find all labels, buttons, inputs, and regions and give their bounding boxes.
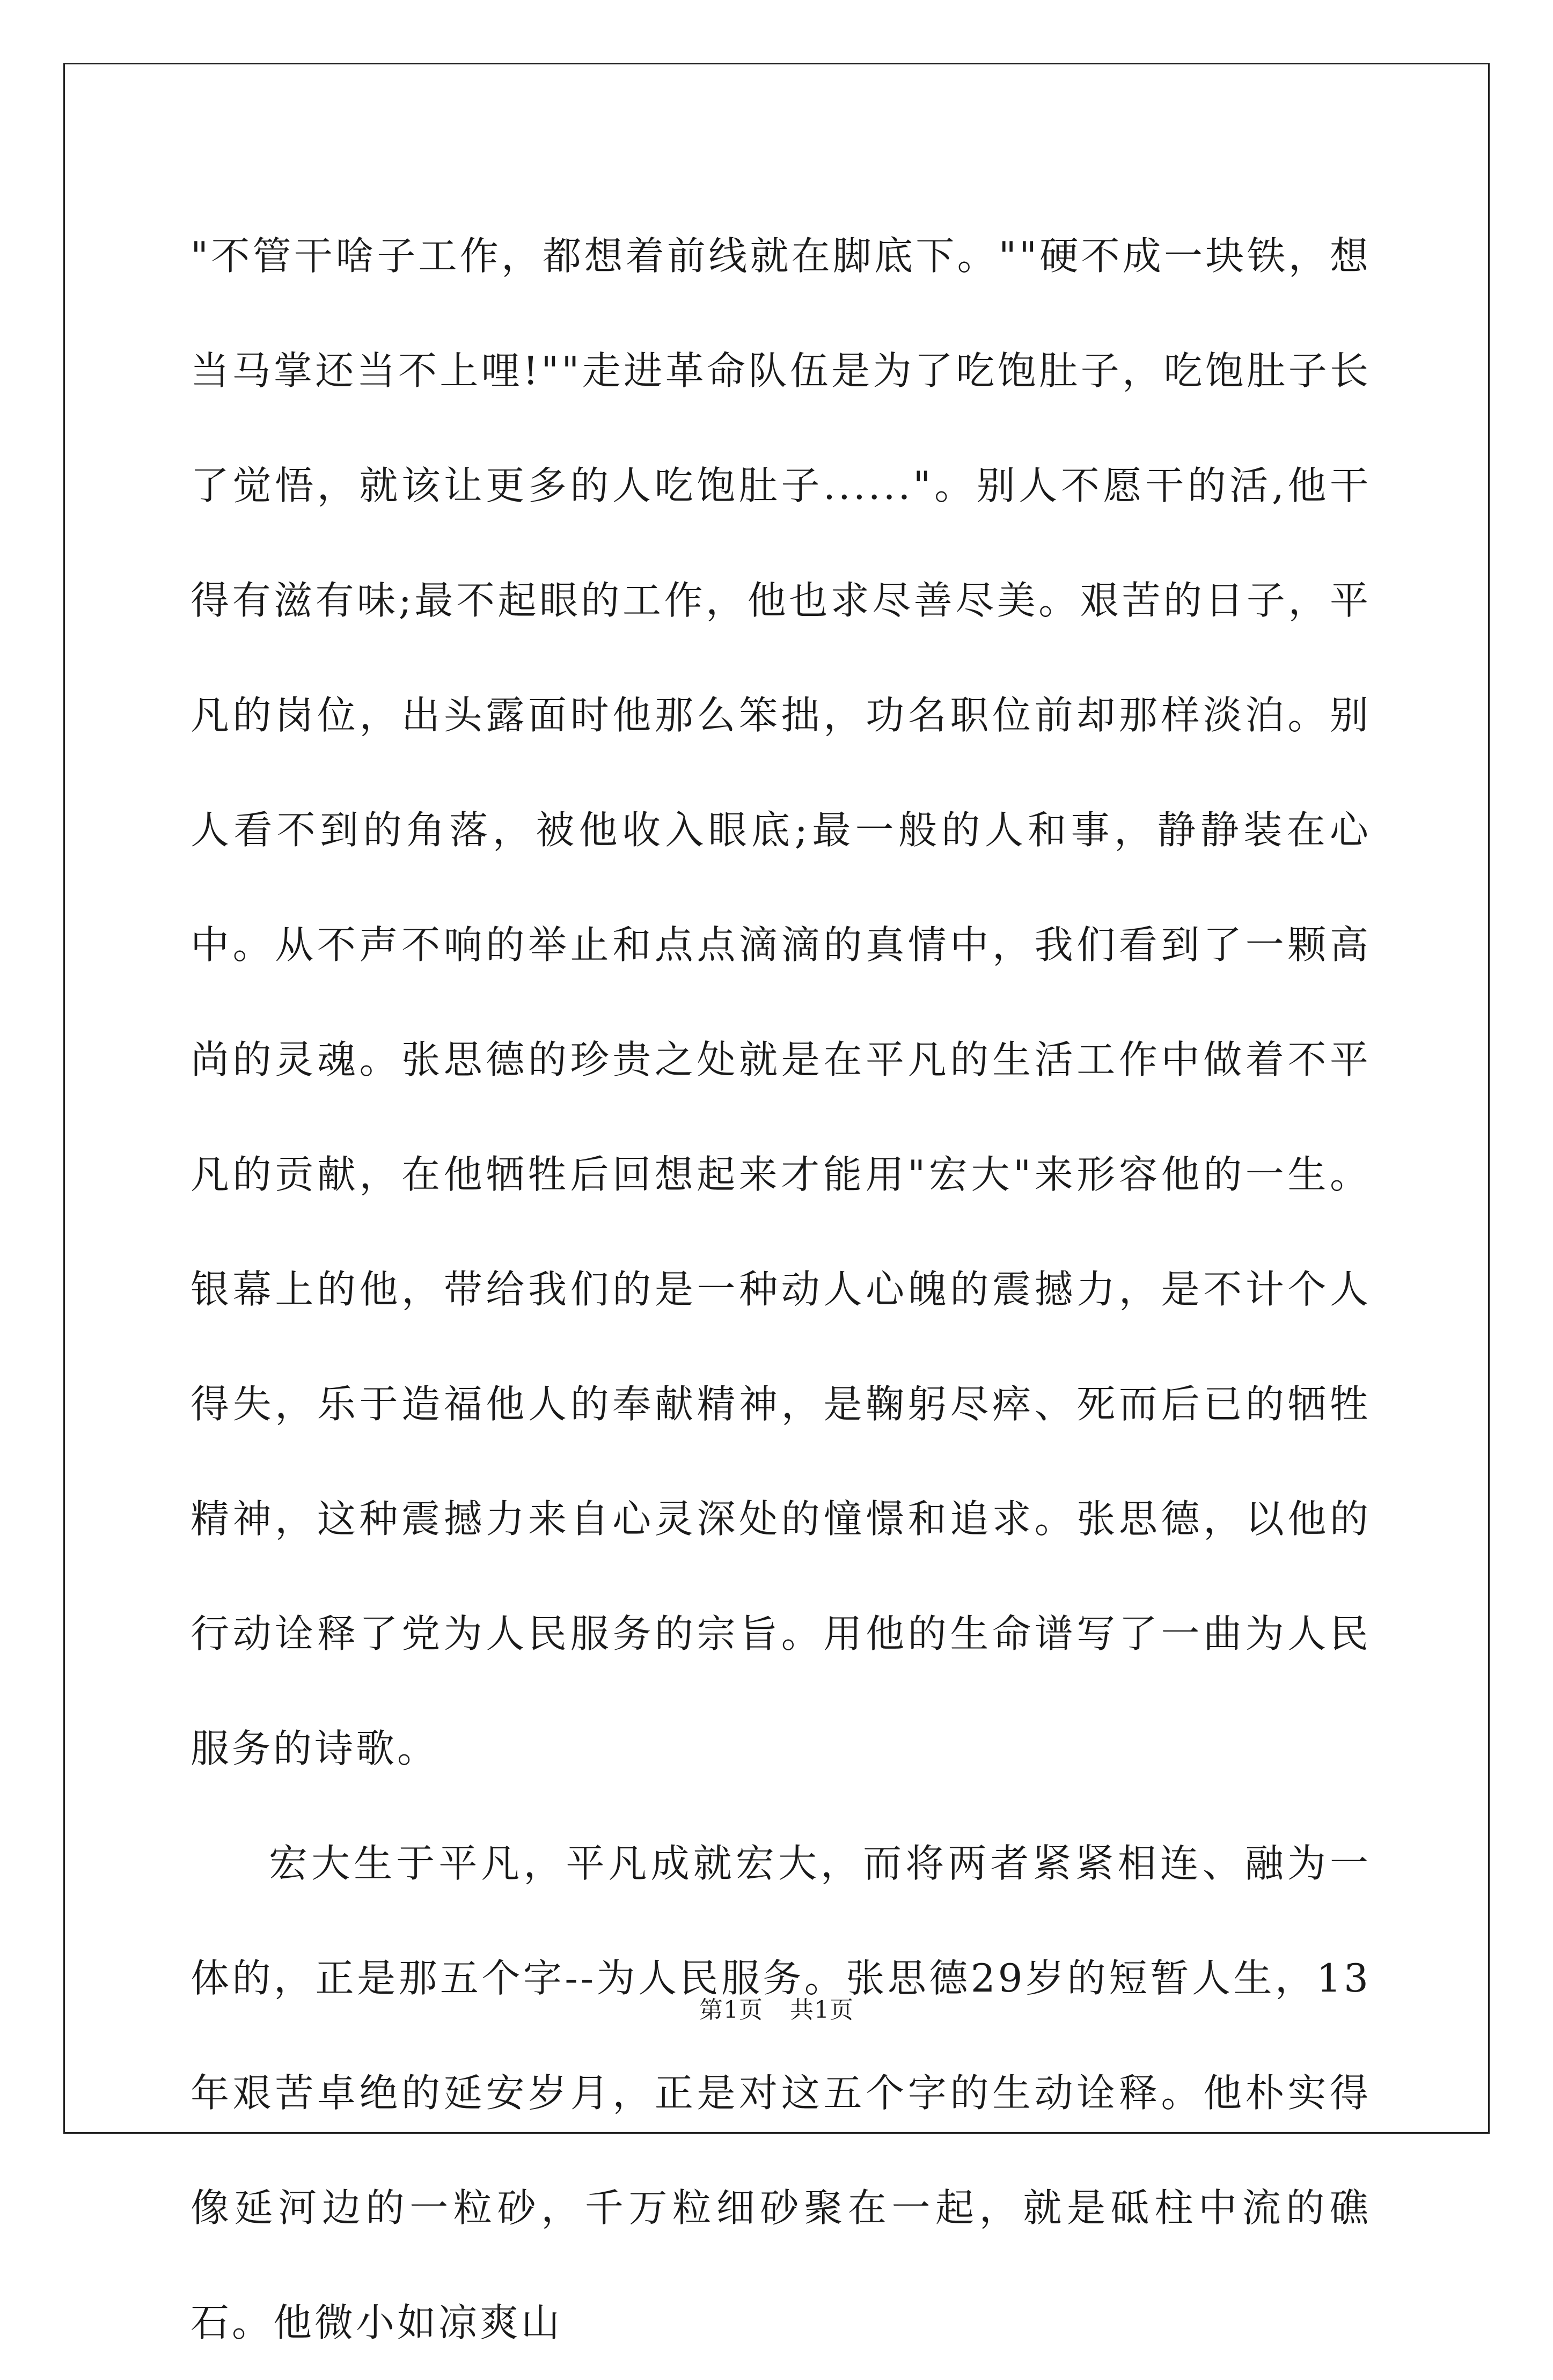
page-footer bbox=[0, 1990, 1553, 2025]
paragraph-2: 宏大生于平凡，平凡成就宏大，而将两者紧紧相连、融为一体的，正是那五个字--为人民服务。张思德29岁的短暂人生，13年艰苦卓绝的延安岁月，正是对这五个字的生动诠释。他朴实得像延河边的一粒砂，千万粒细砂聚在一起，就是砥柱中流的礁石。他微小如凉爽山 bbox=[191, 1841, 1371, 2345]
document-body bbox=[191, 199, 1371, 2380]
page-total: 共1页 bbox=[790, 1996, 854, 2024]
paragraph-1: "不管干啥子工作，都想着前线就在脚底下。""硬不成一块铁，想当马掌还当不上哩!""走进革命队伍是为了吃饱肚子，吃饱肚子长了觉悟，就该让更多的人吃饱肚子......"。别人不愿干的活,他干得有滋有味;最不起眼的工作，他也求尽善尽美。艰苦的日子，平凡的岗位，出头露面时他那么笨拙，功名职位前却那样淡泊。别人看不到的角落，被他收入眼底;最一般的人和事，静静装在心中。从不声不响的举止和点点滴滴的真情中，我们看到了一颗高尚的灵魂。张思德的珍贵之处就是在平凡的生活工作中做着不平凡的贡献，在他牺牲后回想起来才能用"宏大"来形容他的一生。银幕上的他，带给我们的是一种动人心魄的震撼力，是不计个人得失，乐于造福他人的奉献精神，是鞠躬尽瘁、死而后已的牺牲精神，这种震撼力来自心灵深处的憧憬和追求。张思德，以他的行动诠释了党为人民服务的宗旨。用他的生命谱写了一曲为人民服务的诗歌。 bbox=[191, 233, 1371, 1771]
page-number: 第1页 bbox=[699, 1996, 763, 2024]
